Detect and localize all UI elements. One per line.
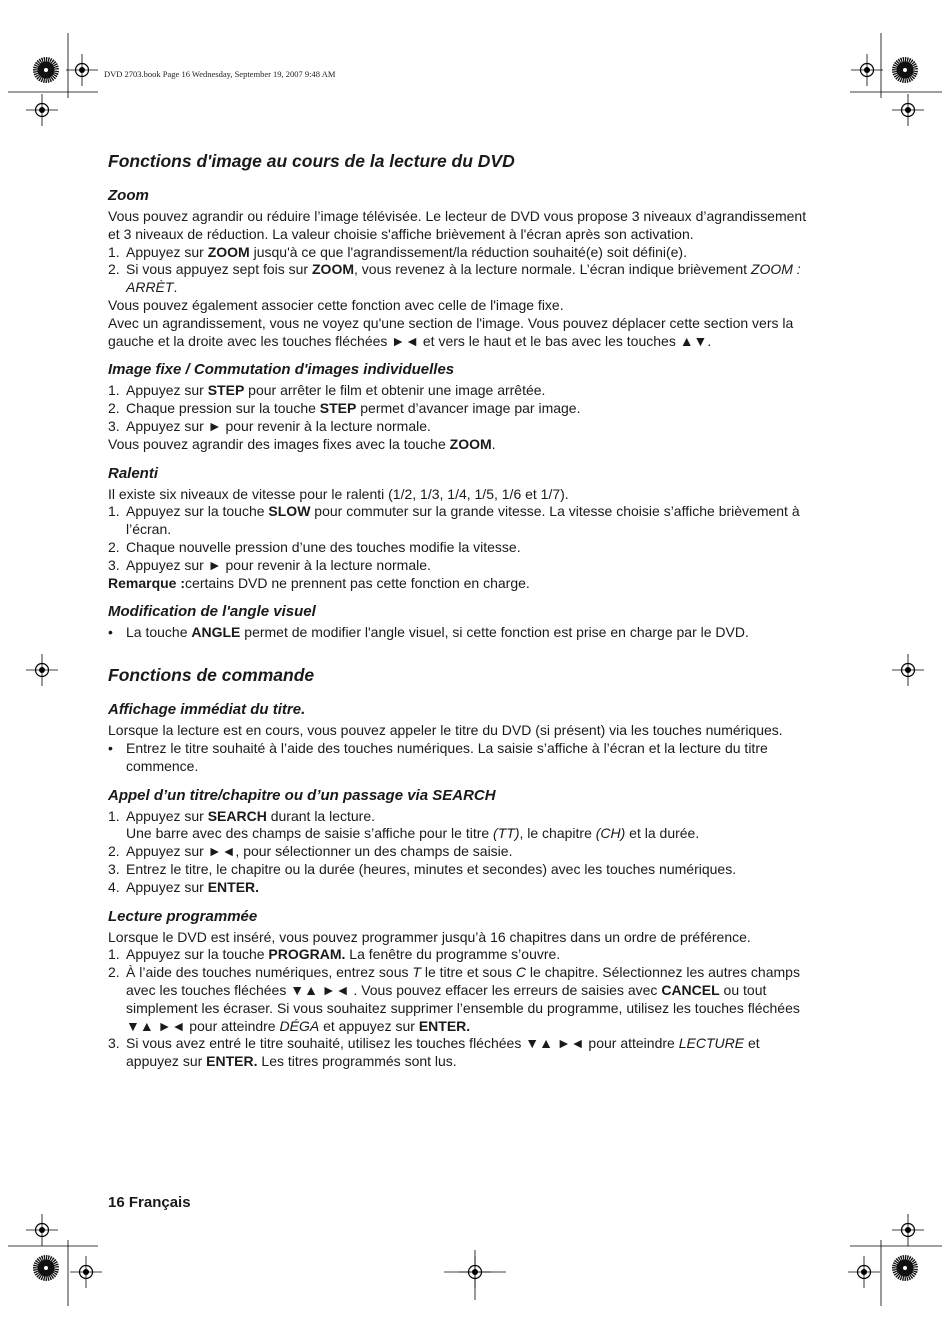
list-item: 1. Appuyez sur ZOOM jusqu'à ce que l'agrandissement/la réduction souhaité(e) soit défini(e). <box>108 243 687 260</box>
bullet-item: • Entrez le titre souhaité à l’aide des touches numériques. La saisie s’affiche à l’écran et la lecture du titre commence. <box>108 739 768 774</box>
page-content <box>108 150 808 1071</box>
list-item: 1. Appuyez sur la touche PROGRAM. La fenêtre du programme s’ouvre. <box>108 946 561 963</box>
registration-cross-icon <box>851 54 883 86</box>
registration-star-icon <box>892 1255 918 1281</box>
paragraph: Vous pouvez agrandir des images fixes avec la touche ZOOM. <box>108 435 496 452</box>
paragraph: Lorsque le DVD est inséré, vous pouvez programmer jusqu’à 16 chapitres dans un ordre de préférence. <box>108 928 751 945</box>
registration-star-icon <box>892 57 918 83</box>
section-title: Fonctions d'image au cours de la lecture du DVD <box>108 151 515 171</box>
list-item: 1. Appuyez sur STEP pour arrêter le film et obtenir une image arrêtée. <box>108 382 546 399</box>
list-item: 4. Appuyez sur ENTER. <box>108 878 260 895</box>
registration-cross-icon <box>892 94 924 126</box>
subsection-title-still-image: Image fixe / Commutation d'images individuelles <box>108 361 455 379</box>
list-item: 2. Appuyez sur ►◄, pour sélectionner un des champs de saisie. <box>108 843 513 860</box>
paragraph: Avec un agrandissement, vous ne voyez qu'une section de l'image. Vous pouvez déplacer cette section vers la gauche et la droite avec les touches fléchées ►◄ et vers le haut et le bas avec les touches ▲▼. <box>108 314 794 349</box>
registration-cross-icon <box>66 54 98 86</box>
list-item: 3. Si vous avez entré le titre souhaité, utilisez les touches fléchées ▼▲ ►◄ pour atteindre LECTURE et appuyez sur ENTER. Les titres programmés sont lus. <box>108 1035 760 1070</box>
registration-cross-icon <box>26 1214 58 1246</box>
list-item: 3. Appuyez sur ► pour revenir à la lecture normale. <box>108 556 431 573</box>
section-title: Fonctions de commande <box>108 665 315 686</box>
paragraph: Vous pouvez agrandir ou réduire l’image télévisée. Le lecteur de DVD vous propose 3 niveaux d’agrandissement et 3 niveaux de réduction. La valeur choisie s'affiche brièvement à l'écran après son activation. <box>108 208 807 242</box>
subsection-title-slow-motion: Ralenti <box>108 464 159 482</box>
list-item: 2. Chaque pression sur la touche STEP permet d’avancer image par image. <box>108 400 581 417</box>
list-item: 3. Appuyez sur ► pour revenir à la lecture normale. <box>108 417 431 434</box>
registration-cross-icon <box>848 1256 880 1288</box>
registration-cross-icon <box>70 1256 102 1288</box>
list-item: 3. Entrez le titre, le chapitre ou la durée (heures, minutes et secondes) avec les touches numériques. <box>108 860 737 877</box>
subsection-title-search: Appel d’un titre/chapitre ou d’un passage via SEARCH <box>108 786 496 804</box>
subsection-title-zoom: Zoom <box>108 187 149 204</box>
bullet-item: • La touche ANGLE permet de modifier l'angle visuel, si cette fonction est prise en charge par le DVD. <box>108 624 749 641</box>
registration-star-icon <box>33 57 59 83</box>
paragraph: Lorsque la lecture est en cours, vous pouvez appeler le titre du DVD (si présent) via les touches numériques. <box>108 722 783 739</box>
subsection-title-program: Lecture programmée <box>108 907 258 925</box>
subsection-title-direct-title: Affichage immédiat du titre. <box>108 701 306 719</box>
note: Remarque :certains DVD ne prennent pas cette fonction en charge. <box>108 574 530 591</box>
subsection-title-angle: Modification de l'angle visuel <box>108 603 316 621</box>
list-item: 2. Chaque nouvelle pression d’une des touches modifie la vitesse. <box>108 538 521 555</box>
paragraph: Vous pouvez également associer cette fonction avec celle de l'image fixe. <box>108 296 564 313</box>
list-item: 2. Si vous appuyez sept fois sur ZOOM, vous revenez à la lecture normale. L’écran indique brièvement ZOOM : ARRÈT. <box>108 261 801 296</box>
list-item: 1. Appuyez sur SEARCH durant la lecture. Une barre avec des champs de saisie s’affiche pour le titre (TT), le chapitre (CH) et la durée. <box>108 807 700 842</box>
list-item: 2. À l’aide des touches numériques, entrez sous T le titre et sous C le chapitre. Sélectionnez les autres champs avec les touches fléchées ▼▲ ►◄ . Vous pouvez effacer les erreurs de saisies avec CANCEL ou tout simplement les écraser. Si vous souhaitez supprimer l’ensemble du programme, utilisez les touches fléchées ▼▲ ►◄ pour atteindre DÉGA et appuyez sur ENTER. <box>108 964 800 1034</box>
page-footer: 16 Français <box>108 1194 191 1211</box>
registration-cross-icon <box>26 94 58 126</box>
registration-cross-icon <box>892 1214 924 1246</box>
list-item: 1. Appuyez sur la touche SLOW pour commuter sur la grande vitesse. La vitesse choisie s’affiche brièvement à l’écran. <box>108 503 800 538</box>
print-header: DVD 2703.book Page 16 Wednesday, September 19, 2007 9:48 AM <box>104 69 336 79</box>
paragraph: Il existe six niveaux de vitesse pour le ralenti (1/2, 1/3, 1/4, 1/5, 1/6 et 1/7). <box>108 485 569 502</box>
registration-cross-icon <box>26 654 58 686</box>
registration-star-icon <box>33 1255 59 1281</box>
registration-cross-icon <box>892 654 924 686</box>
